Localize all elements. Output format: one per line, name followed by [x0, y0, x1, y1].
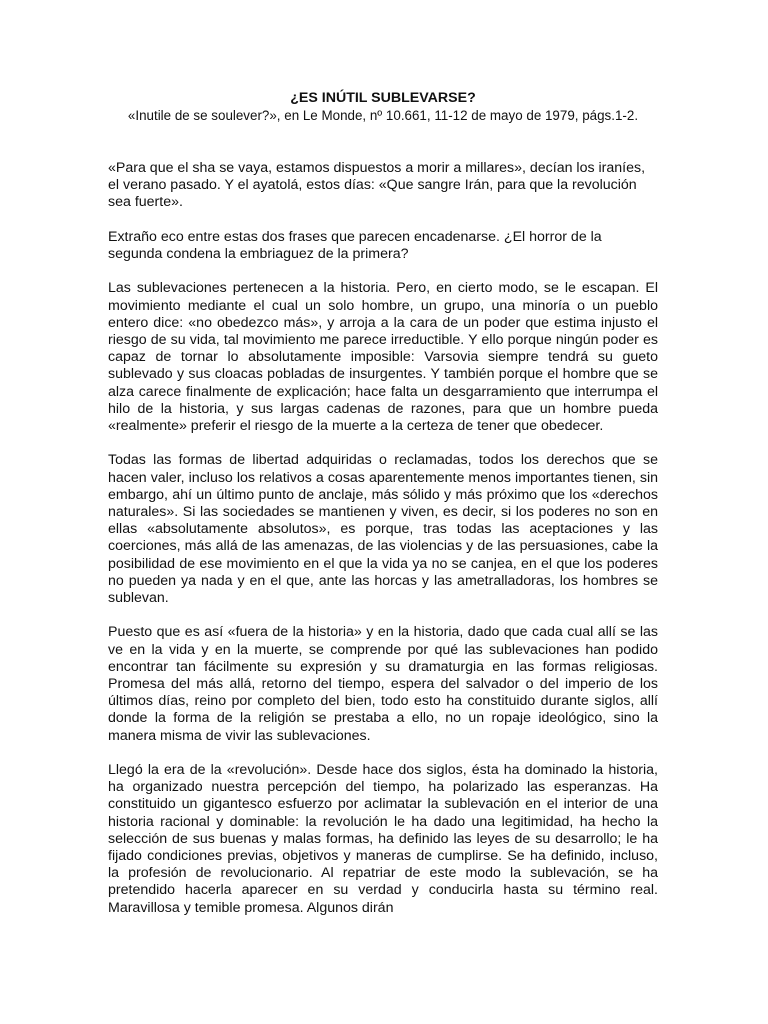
document-page — [108, 90, 658, 934]
paragraph: Las sublevaciones pertenecen a la historia. Pero, en cierto modo, se le escapan. El movimiento mediante el cual un solo hombre, un grupo, una minoría o un pueblo entero dice: «no obedezco más», y arroja a la cara de un poder que estima injusto el riesgo de su vida, tal movimiento me parece irreductible. Y ello porque ningún poder es capaz de tornar lo absolutamente imposible: Varsovia siempre tendrá su gueto sublevado y sus cloacas pobladas de insurgentes. Y también porque el hombre que se alza carece finalmente de explicación; hace falta un desgarramiento que interrumpa el hilo de la historia, y sus largas cadenas de razones, para que un hombre pueda «realmente» preferir el riesgo de la muerte a la certeza de tener que obedecer. — [108, 280, 658, 435]
paragraph: Llegó la era de la «revolución». Desde hace dos siglos, ésta ha dominado la historia, ha organizado nuestra percepción del tiempo, ha polarizado las esperanzas. Ha constituido un gigantesco esfuerzo por aclimatar la sublevación en el interior de una historia racional y dominable: la revolución le ha dado una legitimidad, ha hecho la selección de sus buenas y malas formas, ha definido las leyes de su desarrollo; le ha fijado condiciones previas, objetivos y maneras de cumplirse. Se ha definido, incluso, la profesión de revolucionario. Al repatriar de este modo la sublevación, se ha pretendido hacerla aparecer en su verdad y conducirla hasta su término real. Maravillosa y temible promesa. Algunos dirán — [108, 762, 658, 916]
paragraph: Extraño eco entre estas dos frases que parecen encadenarse. ¿El horror de la segunda condena la embriaguez de la primera? — [108, 228, 602, 262]
document-subtitle: «Inutile de se soulever?», en Le Monde, nº 10.661, 11-12 de mayo de 1979, págs.1-2. — [127, 108, 639, 123]
document-body — [108, 160, 658, 917]
paragraph: «Para que el sha se vaya, estamos dispuestos a morir a millares», decían los iraníes, el verano pasado. Y el ayatolá, estos días: «Que sangre Irán, para que la revolución sea fuerte». — [108, 160, 646, 211]
document-title: ¿ES INÚTIL SUBLEVARSE? — [290, 90, 476, 106]
paragraph: Todas las formas de libertad adquiridas o reclamadas, todos los derechos que se hacen valer, incluso los relativos a cosas aparentemente menos importantes tienen, sin embargo, ahí un último punto de anclaje, más sólido y más próximo que los «derechos naturales». Si las sociedades se mantienen y viven, es decir, si los poderes no son en ellas «absolutamente absolutos», es porque, tras todas las aceptaciones y las coerciones, más allá de las amenazas, de las violencias y de las persuasiones, cabe la posibilidad de ese movimiento en el que la vida ya no se canjea, en el que los poderes no pueden ya nada y en el que, ante las horcas y las ametralladoras, los hombres se sublevan. — [108, 452, 658, 607]
paragraph: Puesto que es así «fuera de la historia» y en la historia, dado que cada cual allí se las ve en la vida y en la muerte, se comprende por qué las sublevaciones han podido encontrar tan fácilmente su expresión y su dramaturgia en las formas religiosas. Promesa del más allá, retorno del tiempo, espera del salvador o del imperio de los últimos días, reino por completo del bien, todo esto ha constituido durante siglos, allí donde la forma de la religión se prestaba a ello, no un ropaje ideológico, sino la manera misma de vivir las sublevaciones. — [108, 624, 658, 744]
